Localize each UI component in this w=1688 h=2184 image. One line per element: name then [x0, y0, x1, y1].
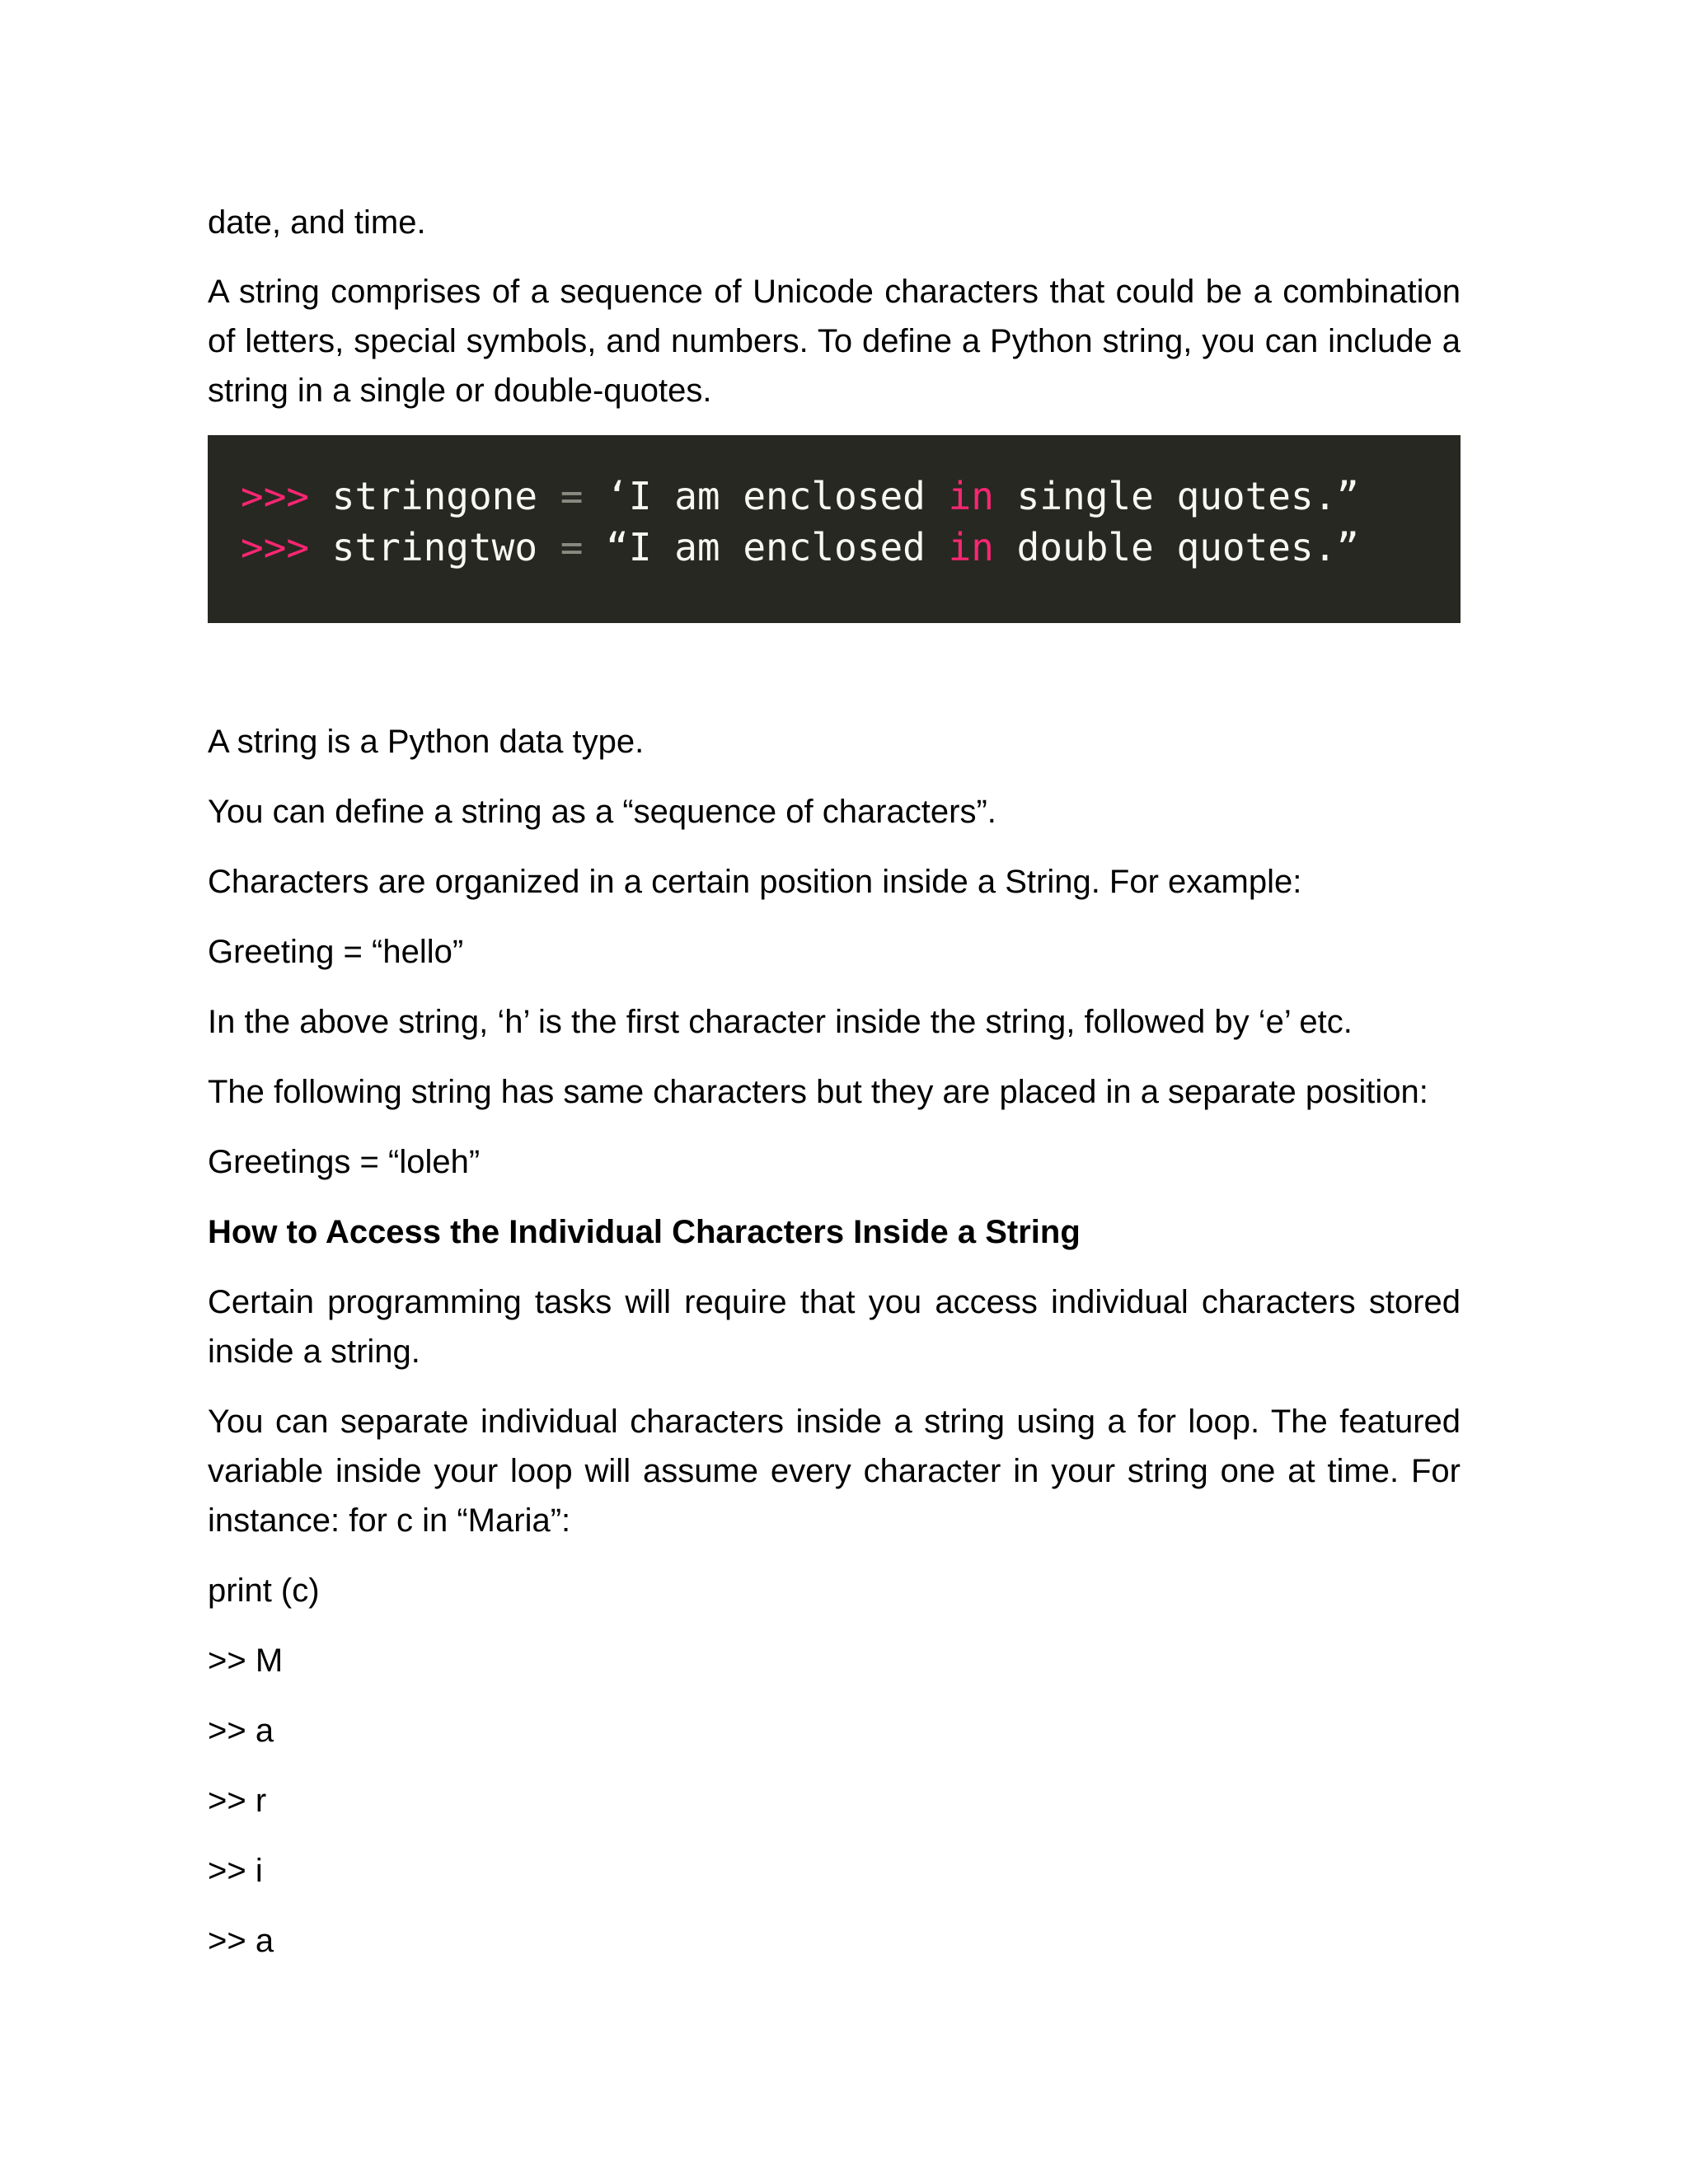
- code-string-start: “I am enclosed: [606, 525, 949, 569]
- code-line-2: [241, 522, 1461, 573]
- paragraph-for-loop: You can separate individual characters inside a string using a for loop. The featured variable inside your loop will assume every character in your string one at time. For instance: for c in “Maria”:: [208, 1404, 1461, 1539]
- code-operator: =: [560, 525, 584, 569]
- paragraph-greetings: Greetings = “loleh”: [208, 1144, 481, 1180]
- code-block: [208, 435, 1461, 623]
- paragraph-following: The following string has same characters but they are placed in a separate position:: [208, 1074, 1428, 1110]
- paragraph-programming-tasks: Certain programming tasks will require that you access individual characters stored inside a string.: [208, 1284, 1461, 1370]
- code-prompt: >>>: [241, 525, 310, 569]
- code-string-start: ‘I am enclosed: [606, 474, 949, 518]
- output-line: >> i: [208, 1853, 263, 1889]
- paragraph-data-type: A string is a Python data type.: [208, 724, 645, 760]
- paragraph-first-character: In the above string, ‘h’ is the first character inside the string, followed by ‘e’ etc.: [208, 1004, 1353, 1040]
- output-line: >> M: [208, 1643, 284, 1679]
- output-line: >> a: [208, 1923, 274, 1959]
- output-line: >> a: [208, 1713, 274, 1749]
- code-variable: stringone: [331, 474, 538, 518]
- paragraph-fragment: date, and time.: [208, 204, 426, 241]
- code-operator: =: [560, 474, 584, 518]
- section-heading: How to Access the Individual Characters Inside a String: [208, 1214, 1081, 1250]
- code-keyword: in: [948, 474, 994, 518]
- paragraph-greeting: Greeting = “hello”: [208, 934, 464, 970]
- code-keyword: in: [948, 525, 994, 569]
- paragraph-organized: Characters are organized in a certain position inside a String. For example:: [208, 864, 1302, 900]
- code-variable: stringtwo: [331, 525, 538, 569]
- code-string-end: single quotes.”: [993, 474, 1360, 518]
- code-prompt: >>>: [241, 474, 310, 518]
- paragraph-string-definition: A string comprises of a sequence of Unicode characters that could be a combination of letters, special symbols, and numbers. To define a Python string, you can include a string in a single or double-quotes.: [208, 274, 1461, 409]
- code-string-end: double quotes.”: [993, 525, 1360, 569]
- output-line: >> r: [208, 1783, 267, 1819]
- code-line-1: [241, 471, 1461, 522]
- paragraph-print: print (c): [208, 1572, 320, 1609]
- paragraph-sequence: You can define a string as a “sequence of characters”.: [208, 794, 996, 830]
